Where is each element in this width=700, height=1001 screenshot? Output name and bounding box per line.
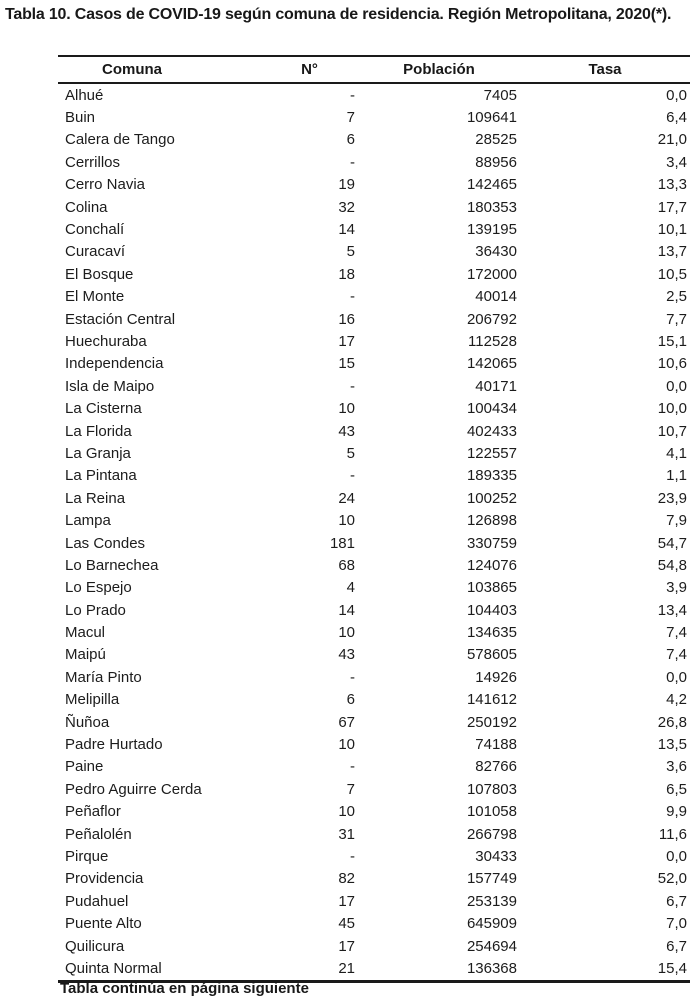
comuna-cell: Colina <box>65 198 108 216</box>
tasa-cell: 54,7 <box>657 534 687 552</box>
poblacion-cell: 142065 <box>466 355 517 373</box>
poblacion-cell: 82766 <box>475 758 517 776</box>
header-row <box>58 56 690 83</box>
comuna-cell: Buin <box>65 109 96 127</box>
n-cell: 181 <box>329 534 355 552</box>
poblacion-cell: 157749 <box>466 870 517 888</box>
table-row <box>58 375 690 397</box>
n-cell: 15 <box>338 355 355 373</box>
tasa-cell: 7,9 <box>666 512 687 530</box>
tasa-cell: 52,0 <box>657 870 687 888</box>
table-row <box>58 174 690 196</box>
poblacion-cell: 402433 <box>466 422 517 440</box>
comuna-cell: Lo Prado <box>65 601 126 619</box>
poblacion-cell: 124076 <box>466 556 517 574</box>
tasa-cell: 13,4 <box>657 601 687 619</box>
n-cell: 7 <box>346 109 355 127</box>
poblacion-cell: 101058 <box>466 803 517 821</box>
table-row <box>58 465 690 487</box>
n-cell: 5 <box>346 444 355 462</box>
comuna-cell: La Cisterna <box>65 400 142 418</box>
n-cell: 10 <box>338 400 355 418</box>
poblacion-cell: 109641 <box>466 109 517 127</box>
n-cell: 68 <box>338 556 355 574</box>
poblacion-cell: 206792 <box>466 310 517 328</box>
column-header-comuna: Comuna <box>58 56 261 83</box>
table-row <box>58 218 690 240</box>
tasa-cell: 17,7 <box>657 198 687 216</box>
tasa-cell: 21,0 <box>657 131 687 149</box>
comuna-cell: Pudahuel <box>65 892 129 910</box>
comuna-cell: La Florida <box>65 422 132 440</box>
comuna-cell: La Pintana <box>65 467 137 485</box>
tasa-cell: 10,5 <box>657 265 687 283</box>
tasa-cell: 10,6 <box>657 355 687 373</box>
poblacion-cell: 100434 <box>466 400 517 418</box>
n-cell: - <box>350 758 355 776</box>
table-row <box>58 756 690 778</box>
comuna-cell: Pirque <box>65 847 109 865</box>
tasa-cell: 54,8 <box>657 556 687 574</box>
table-row <box>58 353 690 375</box>
tasa-cell: 0,0 <box>666 668 687 686</box>
table-row <box>58 263 690 285</box>
poblacion-cell: 74188 <box>475 736 517 754</box>
n-cell: - <box>350 377 355 395</box>
tasa-cell: 13,7 <box>657 243 687 261</box>
poblacion-cell: 36430 <box>475 243 517 261</box>
n-cell: 17 <box>338 332 355 350</box>
comuna-cell: Lampa <box>65 512 111 530</box>
comuna-cell: María Pinto <box>65 668 142 686</box>
table-row <box>58 890 690 912</box>
comuna-cell: Paine <box>65 758 104 776</box>
comuna-cell: Alhué <box>65 86 104 104</box>
table-row <box>58 689 690 711</box>
comuna-cell: Curacaví <box>65 243 126 261</box>
comuna-cell: La Granja <box>65 444 131 462</box>
table-row <box>58 554 690 576</box>
poblacion-cell: 253139 <box>466 892 517 910</box>
comuna-cell: Lo Espejo <box>65 579 132 597</box>
comuna-cell: Calera de Tango <box>65 131 175 149</box>
table-row <box>58 644 690 666</box>
n-cell: 82 <box>338 870 355 888</box>
n-cell: 19 <box>338 176 355 194</box>
comuna-cell: Ñuñoa <box>65 713 110 731</box>
poblacion-cell: 112528 <box>468 332 517 350</box>
poblacion-cell: 30433 <box>475 847 517 865</box>
table-row <box>58 397 690 419</box>
poblacion-cell: 254694 <box>466 937 517 955</box>
comuna-cell: Isla de Maipo <box>65 377 155 395</box>
comuna-cell: Conchalí <box>65 221 125 239</box>
poblacion-cell: 88956 <box>475 153 517 171</box>
n-cell: 18 <box>338 265 355 283</box>
n-cell: 31 <box>338 825 355 843</box>
tasa-cell: 10,7 <box>657 422 687 440</box>
poblacion-cell: 28525 <box>475 131 517 149</box>
comuna-cell: Maipú <box>65 646 106 664</box>
n-cell: 43 <box>338 422 355 440</box>
table-row <box>58 487 690 509</box>
tasa-cell: 3,9 <box>666 579 687 597</box>
n-cell: 5 <box>346 243 355 261</box>
table-row <box>58 83 690 106</box>
table-header <box>58 56 690 83</box>
comuna-cell: Providencia <box>65 870 144 888</box>
n-cell: 21 <box>338 959 355 977</box>
comuna-cell: Puente Alto <box>65 915 142 933</box>
poblacion-cell: 122557 <box>466 444 517 462</box>
n-cell: 4 <box>346 579 355 597</box>
poblacion-cell: 645909 <box>466 915 517 933</box>
tasa-cell: 15,4 <box>657 959 687 977</box>
table-row <box>58 599 690 621</box>
tasa-cell: 6,7 <box>666 937 687 955</box>
n-cell: 24 <box>338 489 355 507</box>
n-cell: 14 <box>338 601 355 619</box>
comuna-cell: Peñalolén <box>65 825 132 843</box>
n-cell: - <box>350 288 355 306</box>
table-row <box>58 106 690 128</box>
comuna-cell: Quilicura <box>65 937 125 955</box>
table-row <box>58 129 690 151</box>
table-row <box>58 733 690 755</box>
n-cell: 10 <box>338 803 355 821</box>
table-row <box>58 420 690 442</box>
table-row <box>58 957 690 981</box>
poblacion-cell: 7405 <box>483 86 517 104</box>
n-cell: 7 <box>346 780 355 798</box>
tasa-cell: 13,5 <box>657 736 687 754</box>
n-cell: - <box>350 847 355 865</box>
tasa-cell: 13,3 <box>657 176 687 194</box>
n-cell: 14 <box>338 221 355 239</box>
tasa-cell: 0,0 <box>666 86 687 104</box>
table-row <box>58 196 690 218</box>
tasa-cell: 1,1 <box>666 467 687 485</box>
poblacion-cell: 107803 <box>466 780 517 798</box>
poblacion-cell: 250192 <box>466 713 517 731</box>
poblacion-cell: 134635 <box>466 624 517 642</box>
n-cell: - <box>350 86 355 104</box>
poblacion-cell: 266798 <box>466 825 517 843</box>
comuna-cell: Macul <box>65 624 106 642</box>
comuna-cell: Cerro Navia <box>65 176 146 194</box>
poblacion-cell: 142465 <box>466 176 517 194</box>
n-cell: 6 <box>346 131 355 149</box>
comuna-cell: Independencia <box>65 355 164 373</box>
poblacion-cell: 40014 <box>475 288 517 306</box>
poblacion-cell: 189335 <box>466 467 517 485</box>
n-cell: 16 <box>338 310 355 328</box>
column-header-tasa: Tasa <box>520 56 690 83</box>
table-row <box>58 666 690 688</box>
table-row <box>58 823 690 845</box>
poblacion-cell: 136368 <box>466 959 517 977</box>
table-row <box>58 711 690 733</box>
n-cell: 17 <box>338 892 355 910</box>
tasa-cell: 3,4 <box>666 153 687 171</box>
n-cell: 17 <box>338 937 355 955</box>
poblacion-cell: 104403 <box>466 601 517 619</box>
poblacion-cell: 578605 <box>466 646 517 664</box>
tasa-cell: 7,4 <box>666 624 687 642</box>
table-row <box>58 308 690 330</box>
n-cell: - <box>350 153 355 171</box>
comuna-cell: La Reina <box>65 489 126 507</box>
poblacion-cell: 330759 <box>466 534 517 552</box>
table-row <box>58 868 690 890</box>
comuna-cell: Estación Central <box>65 310 176 328</box>
table-row <box>58 621 690 643</box>
tasa-cell: 0,0 <box>666 847 687 865</box>
n-cell: 10 <box>338 736 355 754</box>
tasa-cell: 7,7 <box>666 310 687 328</box>
table-row <box>58 801 690 823</box>
comuna-cell: Cerrillos <box>65 153 121 171</box>
n-cell: 43 <box>338 646 355 664</box>
tasa-cell: 7,4 <box>666 646 687 664</box>
tasa-cell: 3,6 <box>666 758 687 776</box>
table-row <box>58 935 690 957</box>
tasa-cell: 2,5 <box>666 288 687 306</box>
poblacion-cell: 40171 <box>475 377 517 395</box>
tasa-cell: 6,5 <box>666 780 687 798</box>
tasa-cell: 6,4 <box>666 109 687 127</box>
table-continuation-note: Tabla continúa en página siguiente <box>60 980 309 997</box>
table-row <box>58 330 690 352</box>
table-row <box>58 442 690 464</box>
comuna-cell: Quinta Normal <box>65 959 162 977</box>
tasa-cell: 4,1 <box>666 444 687 462</box>
comuna-cell: Padre Hurtado <box>65 736 163 754</box>
tasa-cell: 0,0 <box>666 377 687 395</box>
table-title: Tabla 10. Casos de COVID-19 según comuna de residencia. Región Metropolitana, 2020(*). <box>5 6 672 23</box>
column-header-n: N° <box>261 56 358 83</box>
tasa-cell: 23,9 <box>657 489 687 507</box>
tasa-cell: 9,9 <box>666 803 687 821</box>
poblacion-cell: 172000 <box>466 265 517 283</box>
comuna-cell: El Monte <box>65 288 125 306</box>
tasa-cell: 4,2 <box>666 691 687 709</box>
comuna-cell: Peñaflor <box>65 803 121 821</box>
table-row <box>58 845 690 867</box>
comuna-cell: Melipilla <box>65 691 120 709</box>
comuna-cell: Las Condes <box>65 534 146 552</box>
comuna-cell: Huechuraba <box>65 332 147 350</box>
tasa-cell: 15,1 <box>657 332 687 350</box>
table-body <box>58 83 690 981</box>
n-cell: 45 <box>338 915 355 933</box>
n-cell: - <box>350 668 355 686</box>
comuna-cell: El Bosque <box>65 265 134 283</box>
poblacion-cell: 180353 <box>466 198 517 216</box>
table-row <box>58 151 690 173</box>
poblacion-cell: 141612 <box>466 691 517 709</box>
poblacion-cell: 126898 <box>466 512 517 530</box>
table-row <box>58 778 690 800</box>
table-row <box>58 509 690 531</box>
table-row <box>58 577 690 599</box>
tasa-cell: 11,6 <box>658 825 687 843</box>
column-header-poblacion: Población <box>358 56 520 83</box>
comuna-cell: Pedro Aguirre Cerda <box>65 780 202 798</box>
tasa-cell: 10,1 <box>657 221 687 239</box>
n-cell: - <box>350 467 355 485</box>
poblacion-cell: 139195 <box>466 221 517 239</box>
covid-cases-table <box>58 55 690 983</box>
n-cell: 32 <box>338 198 355 216</box>
n-cell: 10 <box>338 624 355 642</box>
poblacion-cell: 14926 <box>475 668 517 686</box>
poblacion-cell: 100252 <box>466 489 517 507</box>
tasa-cell: 7,0 <box>666 915 687 933</box>
tasa-cell: 10,0 <box>657 400 687 418</box>
n-cell: 10 <box>338 512 355 530</box>
table-row <box>58 912 690 934</box>
tasa-cell: 26,8 <box>657 713 687 731</box>
poblacion-cell: 103865 <box>466 579 517 597</box>
comuna-cell: Lo Barnechea <box>65 556 159 574</box>
table-row <box>58 286 690 308</box>
n-cell: 67 <box>338 713 355 731</box>
tasa-cell: 6,7 <box>666 892 687 910</box>
table-row <box>58 241 690 263</box>
n-cell: 6 <box>346 691 355 709</box>
table-row <box>58 532 690 554</box>
